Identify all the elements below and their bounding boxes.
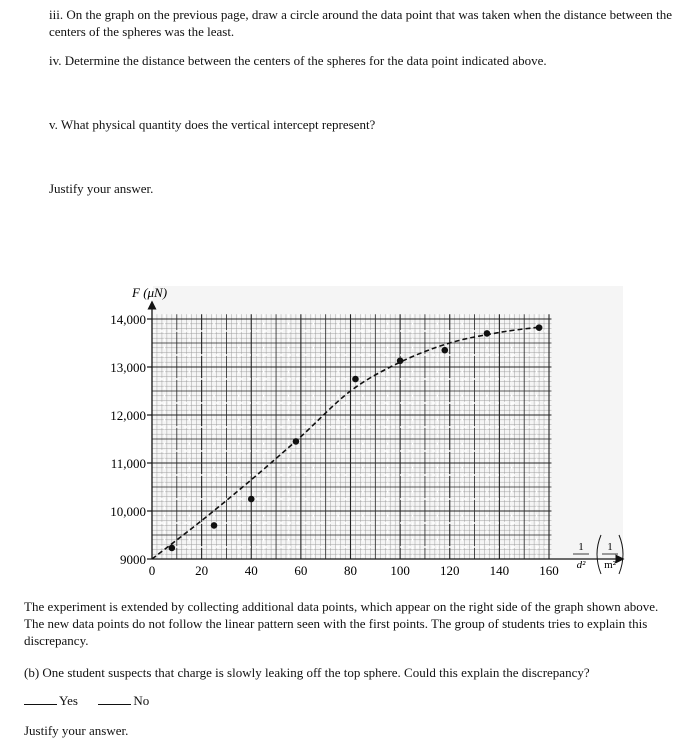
y-tick-label: 12,000 — [110, 408, 146, 423]
x-tick-label: 160 — [539, 563, 559, 578]
data-point — [484, 330, 491, 337]
y-tick-label: 11,000 — [110, 456, 146, 471]
yes-answer-blank[interactable] — [24, 692, 57, 705]
x-tick-label: 120 — [440, 563, 460, 578]
discrepancy-paragraph: The experiment is extended by collecting additional data points, which appear on the right side of the graph shown above. The new data points do not follow the linear pattern seen with the first points. The group of students tries to explain this discrepancy. — [24, 599, 659, 648]
data-point — [293, 438, 300, 445]
x-tick-label: 20 — [195, 563, 209, 578]
question-iv: iv. Determine the distance between the centers of the spheres for the data point indicated above. — [49, 53, 547, 68]
y-tick-marks — [147, 319, 152, 559]
x-label-denominator: d² — [576, 559, 586, 571]
data-point — [352, 376, 359, 383]
justify-answer-a: Justify your answer. — [49, 181, 154, 196]
y-tick-label: 10,000 — [110, 504, 146, 519]
question-v: v. What physical quantity does the vertical intercept represent? — [49, 117, 376, 132]
x-label-numerator: 1 — [578, 541, 584, 553]
yes-no-options — [24, 692, 149, 709]
data-point — [441, 347, 448, 354]
y-tick-labels — [110, 312, 146, 567]
no-answer-blank[interactable] — [98, 692, 131, 705]
yes-label: Yes — [59, 693, 78, 708]
x-tick-label: 0 — [148, 563, 156, 578]
x-label-unit-denominator: m² — [604, 559, 616, 571]
x-tick-label: 80 — [344, 563, 357, 578]
data-point — [211, 522, 218, 529]
data-point — [536, 324, 543, 331]
data-point — [397, 357, 404, 364]
y-tick-label: 13,000 — [110, 360, 146, 375]
plot-background — [153, 286, 623, 558]
x-label-unit-numerator: 1 — [607, 541, 613, 553]
y-tick-label: 9000 — [120, 552, 146, 567]
no-label: No — [133, 693, 150, 708]
force-vs-inverse-distance-chart — [95, 278, 635, 588]
x-tick-label: 60 — [294, 563, 308, 578]
data-point — [248, 496, 255, 503]
question-iii: iii. On the graph on the previous page, draw a circle around the data point that was taken when the distance between the centers of the spheres was the least. — [49, 7, 673, 39]
data-point — [169, 545, 176, 552]
justify-answer-b: Justify your answer. — [24, 723, 129, 738]
y-tick-label: 14,000 — [110, 312, 146, 327]
x-tick-label: 100 — [390, 563, 410, 578]
x-tick-labels — [149, 563, 559, 578]
part-b-question: (b) One student suspects that charge is slowly leaking off the top sphere. Could this explain the discrepancy? — [24, 665, 590, 680]
x-tick-label: 40 — [244, 563, 258, 578]
x-tick-label: 140 — [489, 563, 510, 578]
y-axis-label: F (μN) — [132, 285, 168, 300]
